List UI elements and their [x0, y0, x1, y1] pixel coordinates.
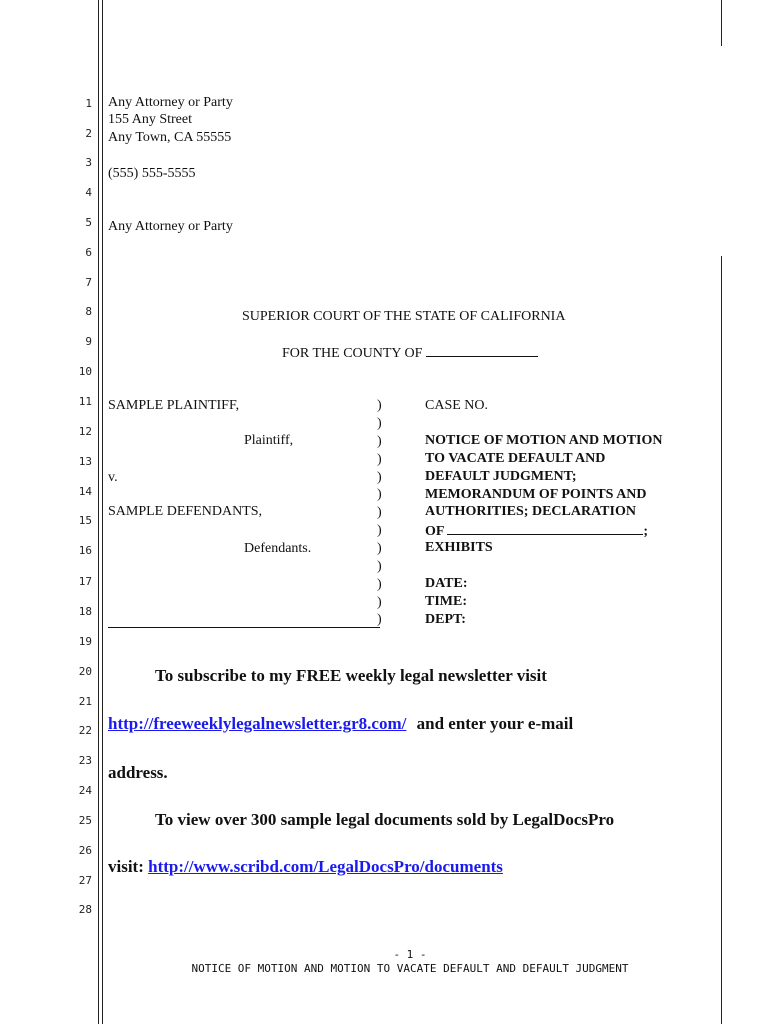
attorney-city: Any Town, CA 55555 [108, 130, 232, 145]
motion-title-line: DEFAULT JUDGMENT; [425, 469, 577, 484]
exhibits-label: EXHIBITS [425, 540, 493, 555]
county-prefix: FOR THE COUNTY OF [282, 346, 423, 361]
newsletter-address-line: address. [108, 763, 168, 782]
motion-title-line: NOTICE OF MOTION AND MOTION [425, 433, 663, 448]
plaintiff-name: SAMPLE PLAINTIFF, [108, 398, 240, 413]
line-number: 18 [78, 605, 92, 618]
caption-paren: ) [377, 595, 382, 610]
footer-document-title: NOTICE OF MOTION AND MOTION TO VACATE DEFAULT AND DEFAULT JUDGMENT [191, 962, 629, 975]
plaintiff-role: Plaintiff, [244, 433, 294, 448]
line-number: 8 [85, 305, 92, 318]
line-number: 4 [85, 186, 92, 199]
line-number: 14 [78, 485, 92, 498]
caption-paren: ) [377, 452, 382, 467]
declaration-of-label: OF [425, 524, 444, 539]
line-number: 15 [78, 514, 92, 527]
left-margin-line-outer [98, 0, 99, 1024]
line-number: 23 [78, 754, 92, 767]
court-name: SUPERIOR COURT OF THE STATE OF CALIFORNIA [242, 309, 566, 324]
line-number: 11 [78, 395, 92, 408]
line-number: 22 [78, 724, 92, 737]
motion-title-line: MEMORANDUM OF POINTS AND [425, 487, 647, 502]
caption-paren: ) [377, 577, 382, 592]
hearing-date-label: DATE: [425, 576, 468, 591]
line-number: 28 [78, 903, 92, 916]
line-number: 7 [85, 276, 92, 289]
visit-label: visit: [108, 857, 144, 876]
line-number: 5 [85, 216, 92, 229]
legaldocs-promo-line: To view over 300 sample legal documents sold by LegalDocsPro [155, 810, 615, 829]
hearing-dept-label: DEPT: [425, 612, 466, 627]
line-number: 13 [78, 455, 92, 468]
left-margin-line-inner [102, 0, 103, 1024]
caption-paren: ) [377, 541, 382, 556]
line-number: 2 [85, 127, 92, 140]
right-margin-line-top [721, 0, 722, 46]
caption-paren: ) [377, 612, 382, 627]
line-number: 6 [85, 246, 92, 259]
line-number: 10 [78, 365, 92, 378]
line-number: 25 [78, 814, 92, 827]
caption-paren: ) [377, 416, 382, 431]
caption-paren: ) [377, 523, 382, 538]
page-number: - 1 - [393, 948, 427, 961]
line-number: 27 [78, 874, 92, 887]
declarant-blank [447, 522, 643, 535]
line-number: 19 [78, 635, 92, 648]
line-number: 26 [78, 844, 92, 857]
caption-paren: ) [377, 398, 382, 413]
newsletter-link[interactable]: http://freeweeklylegalnewsletter.gr8.com/ [108, 714, 407, 733]
line-number: 16 [78, 544, 92, 557]
motion-title-line: AUTHORITIES; DECLARATION [425, 504, 636, 519]
attorney-for-party: Any Attorney or Party [108, 219, 233, 234]
line-number: 21 [78, 695, 92, 708]
caption-paren: ) [377, 470, 382, 485]
line-number: 17 [78, 575, 92, 588]
motion-title-line: TO VACATE DEFAULT AND [425, 451, 606, 466]
case-number-label: CASE NO. [425, 398, 489, 413]
scribd-link-line [108, 857, 503, 877]
declaration-of-line [425, 522, 648, 540]
hearing-time-label: TIME: [425, 594, 467, 609]
line-number: 9 [85, 335, 92, 348]
scribd-link[interactable]: http://www.scribd.com/LegalDocsPro/documents [148, 857, 503, 876]
line-number: 1 [85, 97, 92, 110]
attorney-street: 155 Any Street [108, 112, 192, 127]
newsletter-promo-line: To subscribe to my FREE weekly legal newsletter visit [155, 666, 547, 685]
caption-paren: ) [377, 487, 382, 502]
defendants-role: Defendants. [244, 541, 312, 556]
line-number: 12 [78, 425, 92, 438]
declaration-suffix: ; [643, 524, 649, 539]
line-number: 24 [78, 784, 92, 797]
county-line [282, 344, 538, 362]
right-margin-line-bottom [721, 256, 722, 1024]
newsletter-link-line [108, 714, 573, 734]
caption-bottom-rule [108, 627, 380, 628]
versus: v. [108, 470, 118, 485]
caption-paren: ) [377, 434, 382, 449]
newsletter-link-suffix: and enter your e-mail [416, 714, 574, 733]
line-number: 20 [78, 665, 92, 678]
county-blank [426, 344, 538, 357]
attorney-phone: (555) 555-5555 [108, 166, 196, 181]
attorney-name: Any Attorney or Party [108, 95, 233, 110]
caption-paren: ) [377, 505, 382, 520]
line-number: 3 [85, 156, 92, 169]
defendants-name: SAMPLE DEFENDANTS, [108, 504, 263, 519]
caption-paren: ) [377, 559, 382, 574]
